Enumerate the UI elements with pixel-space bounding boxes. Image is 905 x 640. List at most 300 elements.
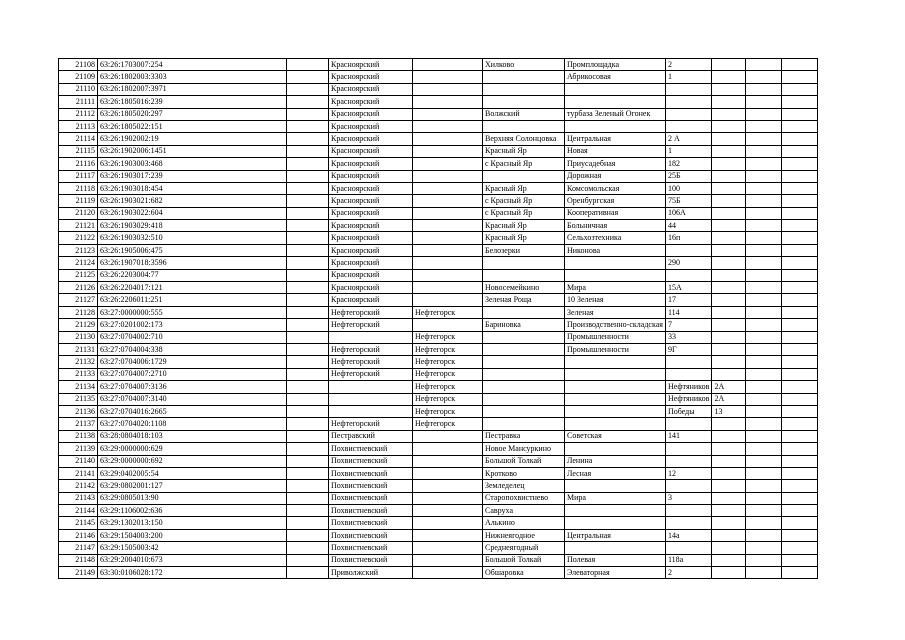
- house-extra-cell: [712, 120, 746, 132]
- row-number-cell: 21115: [59, 145, 98, 157]
- cadastral-number-cell: 63:30:0106028:172: [98, 567, 287, 579]
- cadastral-number-cell: 63:29:1504003:200: [98, 529, 287, 541]
- street-cell: Оренбургская: [565, 195, 666, 207]
- blank-cell-cell: [782, 368, 818, 380]
- house-extra-cell: [712, 145, 746, 157]
- house-cell: [665, 517, 712, 529]
- house-extra-cell: [712, 343, 746, 355]
- table-row: [59, 467, 818, 479]
- blank-cell-cell: [746, 282, 782, 294]
- house-extra-cell: [712, 96, 746, 108]
- locality-cell: Красный Яр: [483, 145, 565, 157]
- district-cell: Похвистневский: [329, 492, 413, 504]
- cadastral-number-cell: 63:26:1907018:3596: [98, 257, 287, 269]
- blank-cell-cell: [287, 418, 329, 430]
- street-cell: [565, 96, 666, 108]
- cadastral-number-cell: 63:27:0704020:1108: [98, 418, 287, 430]
- locality-cell: [483, 381, 565, 393]
- locality-cell: [483, 356, 565, 368]
- city-cell: [413, 480, 483, 492]
- table-row: [59, 306, 818, 318]
- row-number-cell: 21124: [59, 257, 98, 269]
- blank-cell-cell: [782, 232, 818, 244]
- table-row: [59, 443, 818, 455]
- street-cell: [565, 269, 666, 281]
- blank-cell-cell: [746, 319, 782, 331]
- house-cell: 114: [665, 306, 712, 318]
- blank-cell-cell: [782, 467, 818, 479]
- blank-cell-cell: [287, 257, 329, 269]
- locality-cell: Красный Яр: [483, 182, 565, 194]
- row-number-cell: 21144: [59, 505, 98, 517]
- city-cell: [413, 517, 483, 529]
- blank-cell-cell: [782, 158, 818, 170]
- city-cell: [413, 244, 483, 256]
- house-extra-cell: [712, 430, 746, 442]
- house-cell: Нефтяников: [665, 381, 712, 393]
- cadastral-number-cell: 63:29:1106002:636: [98, 505, 287, 517]
- street-cell: Производственно-складская: [565, 319, 666, 331]
- house-cell: 182: [665, 158, 712, 170]
- blank-cell-cell: [746, 133, 782, 145]
- locality-cell: Обшаровка: [483, 567, 565, 579]
- district-cell: Нефтегорский: [329, 343, 413, 355]
- blank-cell-cell: [782, 71, 818, 83]
- row-number-cell: 21131: [59, 343, 98, 355]
- district-cell: Похвистневский: [329, 517, 413, 529]
- blank-cell-cell: [746, 343, 782, 355]
- blank-cell-cell: [287, 244, 329, 256]
- blank-cell-cell: [287, 492, 329, 504]
- blank-cell-cell: [287, 567, 329, 579]
- blank-cell-cell: [782, 529, 818, 541]
- table-row: [59, 71, 818, 83]
- house-extra-cell: [712, 529, 746, 541]
- blank-cell-cell: [782, 554, 818, 566]
- city-cell: [413, 282, 483, 294]
- blank-cell-cell: [746, 220, 782, 232]
- district-cell: Красноярский: [329, 269, 413, 281]
- blank-cell-cell: [746, 207, 782, 219]
- blank-cell-cell: [746, 232, 782, 244]
- house-extra-cell: [712, 567, 746, 579]
- house-extra-cell: [712, 542, 746, 554]
- row-number-cell: 21126: [59, 282, 98, 294]
- city-cell: [413, 430, 483, 442]
- house-cell: 290: [665, 257, 712, 269]
- blank-cell-cell: [782, 182, 818, 194]
- blank-cell-cell: [782, 443, 818, 455]
- blank-cell-cell: [287, 542, 329, 554]
- row-number-cell: 21141: [59, 467, 98, 479]
- blank-cell-cell: [782, 343, 818, 355]
- blank-cell-cell: [782, 430, 818, 442]
- cadastral-number-cell: 63:27:0704016:2665: [98, 405, 287, 417]
- locality-cell: [483, 418, 565, 430]
- house-cell: [665, 120, 712, 132]
- row-number-cell: 21142: [59, 480, 98, 492]
- blank-cell-cell: [287, 294, 329, 306]
- blank-cell-cell: [782, 505, 818, 517]
- table-row: [59, 505, 818, 517]
- street-cell: Зеленая: [565, 306, 666, 318]
- locality-cell: Волжский: [483, 108, 565, 120]
- blank-cell-cell: [287, 381, 329, 393]
- house-cell: 7: [665, 319, 712, 331]
- table-row: [59, 430, 818, 442]
- district-cell: Приволжский: [329, 567, 413, 579]
- street-cell: [565, 405, 666, 417]
- city-cell: [413, 108, 483, 120]
- house-extra-cell: [712, 133, 746, 145]
- house-extra-cell: [712, 505, 746, 517]
- city-cell: Нефтегорск: [413, 356, 483, 368]
- row-number-cell: 21129: [59, 319, 98, 331]
- table-row: [59, 158, 818, 170]
- city-cell: Нефтегорск: [413, 343, 483, 355]
- blank-cell-cell: [782, 517, 818, 529]
- district-cell: Красноярский: [329, 294, 413, 306]
- house-cell: 16п: [665, 232, 712, 244]
- street-cell: турбаза Зеленый Огонек: [565, 108, 666, 120]
- cadastral-number-cell: 63:29:1302013:150: [98, 517, 287, 529]
- house-extra-cell: [712, 418, 746, 430]
- street-cell: Сельхозтехника: [565, 232, 666, 244]
- street-cell: Никонова: [565, 244, 666, 256]
- blank-cell-cell: [746, 108, 782, 120]
- table-row: [59, 182, 818, 194]
- street-cell: Промплощадка: [565, 59, 666, 71]
- street-cell: [565, 356, 666, 368]
- blank-cell-cell: [782, 59, 818, 71]
- row-number-cell: 21147: [59, 542, 98, 554]
- locality-cell: [483, 170, 565, 182]
- house-extra-cell: [712, 554, 746, 566]
- row-number-cell: 21113: [59, 120, 98, 132]
- blank-cell-cell: [782, 405, 818, 417]
- blank-cell-cell: [746, 145, 782, 157]
- city-cell: Нефтегорск: [413, 393, 483, 405]
- city-cell: [413, 195, 483, 207]
- blank-cell-cell: [746, 554, 782, 566]
- street-cell: [565, 505, 666, 517]
- house-cell: Нефтяников: [665, 393, 712, 405]
- district-cell: Нефтегорский: [329, 368, 413, 380]
- house-cell: [665, 356, 712, 368]
- table-row: [59, 418, 818, 430]
- blank-cell-cell: [782, 120, 818, 132]
- table-row: [59, 207, 818, 219]
- row-number-cell: 21112: [59, 108, 98, 120]
- blank-cell-cell: [287, 554, 329, 566]
- blank-cell-cell: [746, 505, 782, 517]
- blank-cell-cell: [746, 368, 782, 380]
- street-cell: [565, 120, 666, 132]
- blank-cell-cell: [287, 405, 329, 417]
- locality-cell: с Красный Яр: [483, 195, 565, 207]
- district-cell: [329, 393, 413, 405]
- row-number-cell: 21133: [59, 368, 98, 380]
- table-row: [59, 59, 818, 71]
- blank-cell-cell: [782, 393, 818, 405]
- cadastral-number-cell: 63:26:2203004:77: [98, 269, 287, 281]
- district-cell: [329, 331, 413, 343]
- city-cell: Нефтегорск: [413, 381, 483, 393]
- table-row: [59, 195, 818, 207]
- table-row: [59, 145, 818, 157]
- city-cell: [413, 492, 483, 504]
- street-cell: [565, 418, 666, 430]
- district-cell: Пестравский: [329, 430, 413, 442]
- house-cell: 118а: [665, 554, 712, 566]
- blank-cell-cell: [746, 567, 782, 579]
- cadastral-number-cell: 63:29:0000000:629: [98, 443, 287, 455]
- house-extra-cell: 13: [712, 405, 746, 417]
- locality-cell: [483, 269, 565, 281]
- row-number-cell: 21139: [59, 443, 98, 455]
- blank-cell-cell: [287, 343, 329, 355]
- cadastral-number-cell: 63:29:0402005:54: [98, 467, 287, 479]
- blank-cell-cell: [782, 96, 818, 108]
- district-cell: Красноярский: [329, 133, 413, 145]
- blank-cell-cell: [287, 195, 329, 207]
- table-row: [59, 529, 818, 541]
- blank-cell-cell: [746, 257, 782, 269]
- district-cell: Красноярский: [329, 195, 413, 207]
- district-cell: Нефтегорский: [329, 306, 413, 318]
- row-number-cell: 21132: [59, 356, 98, 368]
- blank-cell-cell: [287, 232, 329, 244]
- cadastral-number-cell: 63:27:0704002:710: [98, 331, 287, 343]
- street-cell: Новая: [565, 145, 666, 157]
- house-cell: 2: [665, 567, 712, 579]
- street-cell: [565, 480, 666, 492]
- blank-cell-cell: [287, 306, 329, 318]
- house-extra-cell: [712, 220, 746, 232]
- row-number-cell: 21140: [59, 455, 98, 467]
- row-number-cell: 21135: [59, 393, 98, 405]
- cadastral-number-cell: 63:26:1902006:1451: [98, 145, 287, 157]
- house-extra-cell: [712, 356, 746, 368]
- blank-cell-cell: [782, 331, 818, 343]
- row-number-cell: 21128: [59, 306, 98, 318]
- blank-cell-cell: [746, 467, 782, 479]
- cadastral-number-cell: 63:27:0000000:555: [98, 306, 287, 318]
- city-cell: Нефтегорск: [413, 331, 483, 343]
- house-extra-cell: [712, 207, 746, 219]
- locality-cell: [483, 71, 565, 83]
- table-row: [59, 244, 818, 256]
- table-row: [59, 381, 818, 393]
- blank-cell-cell: [746, 405, 782, 417]
- blank-cell-cell: [287, 220, 329, 232]
- city-cell: [413, 120, 483, 132]
- house-cell: 9Г: [665, 343, 712, 355]
- blank-cell-cell: [782, 319, 818, 331]
- locality-cell: Красный Яр: [483, 232, 565, 244]
- street-cell: [565, 381, 666, 393]
- city-cell: [413, 554, 483, 566]
- house-extra-cell: [712, 319, 746, 331]
- locality-cell: Новое Мансуркино: [483, 443, 565, 455]
- blank-cell-cell: [782, 480, 818, 492]
- blank-cell-cell: [782, 356, 818, 368]
- street-cell: [565, 368, 666, 380]
- cadastral-number-cell: 63:26:1905006:475: [98, 244, 287, 256]
- blank-cell-cell: [746, 542, 782, 554]
- district-cell: [329, 381, 413, 393]
- row-number-cell: 21108: [59, 59, 98, 71]
- blank-cell-cell: [287, 145, 329, 157]
- house-extra-cell: [712, 480, 746, 492]
- city-cell: [413, 505, 483, 517]
- row-number-cell: 21110: [59, 83, 98, 95]
- blank-cell-cell: [746, 393, 782, 405]
- row-number-cell: 21119: [59, 195, 98, 207]
- street-cell: Промышленности: [565, 331, 666, 343]
- register-table: [58, 58, 818, 579]
- row-number-cell: 21125: [59, 269, 98, 281]
- blank-cell-cell: [746, 294, 782, 306]
- house-cell: 33: [665, 331, 712, 343]
- blank-cell-cell: [746, 430, 782, 442]
- blank-cell-cell: [782, 567, 818, 579]
- blank-cell-cell: [746, 182, 782, 194]
- cadastral-number-cell: 63:26:1805016:239: [98, 96, 287, 108]
- house-extra-cell: [712, 195, 746, 207]
- cadastral-number-cell: 63:26:1802003:3303: [98, 71, 287, 83]
- cadastral-number-cell: 63:26:1903017:239: [98, 170, 287, 182]
- locality-cell: Алькино: [483, 517, 565, 529]
- blank-cell-cell: [782, 195, 818, 207]
- district-cell: Красноярский: [329, 282, 413, 294]
- row-number-cell: 21137: [59, 418, 98, 430]
- city-cell: [413, 269, 483, 281]
- house-cell: 15А: [665, 282, 712, 294]
- table-row: [59, 492, 818, 504]
- house-extra-cell: [712, 467, 746, 479]
- table-row: [59, 257, 818, 269]
- cadastral-number-cell: 63:29:1505003:42: [98, 542, 287, 554]
- house-cell: 14а: [665, 529, 712, 541]
- district-cell: Красноярский: [329, 170, 413, 182]
- city-cell: Нефтегорск: [413, 418, 483, 430]
- blank-cell-cell: [287, 455, 329, 467]
- cadastral-number-cell: 63:27:0704006:1729: [98, 356, 287, 368]
- cadastral-number-cell: 63:26:2204017:121: [98, 282, 287, 294]
- house-extra-cell: [712, 257, 746, 269]
- district-cell: Красноярский: [329, 244, 413, 256]
- cadastral-number-cell: 63:26:1903032:510: [98, 232, 287, 244]
- house-cell: [665, 418, 712, 430]
- district-cell: Красноярский: [329, 120, 413, 132]
- blank-cell-cell: [287, 331, 329, 343]
- locality-cell: Зеленая Роща: [483, 294, 565, 306]
- city-cell: [413, 71, 483, 83]
- house-cell: 17: [665, 294, 712, 306]
- blank-cell-cell: [746, 120, 782, 132]
- row-number-cell: 21149: [59, 567, 98, 579]
- street-cell: Центральная: [565, 529, 666, 541]
- blank-cell-cell: [287, 505, 329, 517]
- blank-cell-cell: [782, 282, 818, 294]
- street-cell: Советская: [565, 430, 666, 442]
- locality-cell: Нижнеягодное: [483, 529, 565, 541]
- locality-cell: Большой Толкай: [483, 455, 565, 467]
- city-cell: [413, 257, 483, 269]
- locality-cell: [483, 306, 565, 318]
- locality-cell: [483, 83, 565, 95]
- locality-cell: Среднеягодный: [483, 542, 565, 554]
- locality-cell: [483, 368, 565, 380]
- blank-cell-cell: [287, 517, 329, 529]
- blank-cell-cell: [287, 443, 329, 455]
- blank-cell-cell: [782, 455, 818, 467]
- blank-cell-cell: [287, 182, 329, 194]
- row-number-cell: 21130: [59, 331, 98, 343]
- locality-cell: Верхняя Солонцовка: [483, 133, 565, 145]
- city-cell: [413, 529, 483, 541]
- house-extra-cell: [712, 306, 746, 318]
- house-extra-cell: [712, 282, 746, 294]
- locality-cell: Старопохвистнево: [483, 492, 565, 504]
- city-cell: [413, 443, 483, 455]
- street-cell: Центральная: [565, 133, 666, 145]
- blank-cell-cell: [782, 269, 818, 281]
- city-cell: [413, 145, 483, 157]
- locality-cell: [483, 257, 565, 269]
- district-cell: Красноярский: [329, 71, 413, 83]
- city-cell: [413, 158, 483, 170]
- street-cell: Ленина: [565, 455, 666, 467]
- blank-cell-cell: [287, 368, 329, 380]
- blank-cell-cell: [746, 418, 782, 430]
- blank-cell-cell: [782, 418, 818, 430]
- table-row: [59, 294, 818, 306]
- cadastral-number-cell: 63:26:1703007:254: [98, 59, 287, 71]
- locality-cell: [483, 120, 565, 132]
- city-cell: [413, 294, 483, 306]
- street-cell: Приусадебная: [565, 158, 666, 170]
- cadastral-number-cell: 63:29:0000000:692: [98, 455, 287, 467]
- row-number-cell: 21109: [59, 71, 98, 83]
- locality-cell: [483, 96, 565, 108]
- cadastral-number-cell: 63:26:2206011:251: [98, 294, 287, 306]
- table-row: [59, 282, 818, 294]
- table-row: [59, 120, 818, 132]
- street-cell: Полевая: [565, 554, 666, 566]
- blank-cell-cell: [287, 529, 329, 541]
- district-cell: [329, 405, 413, 417]
- table-row: [59, 232, 818, 244]
- blank-cell-cell: [746, 480, 782, 492]
- blank-cell-cell: [782, 381, 818, 393]
- house-extra-cell: [712, 158, 746, 170]
- locality-cell: с Красный Яр: [483, 158, 565, 170]
- district-cell: Похвистневский: [329, 480, 413, 492]
- street-cell: Промышленности: [565, 343, 666, 355]
- table-row: [59, 356, 818, 368]
- street-cell: Дорожная: [565, 170, 666, 182]
- city-cell: [413, 567, 483, 579]
- blank-cell-cell: [782, 542, 818, 554]
- blank-cell-cell: [746, 455, 782, 467]
- district-cell: Похвистневский: [329, 529, 413, 541]
- table-row: [59, 405, 818, 417]
- cadastral-number-cell: 63:27:0704007:2710: [98, 368, 287, 380]
- house-extra-cell: [712, 294, 746, 306]
- row-number-cell: 21121: [59, 220, 98, 232]
